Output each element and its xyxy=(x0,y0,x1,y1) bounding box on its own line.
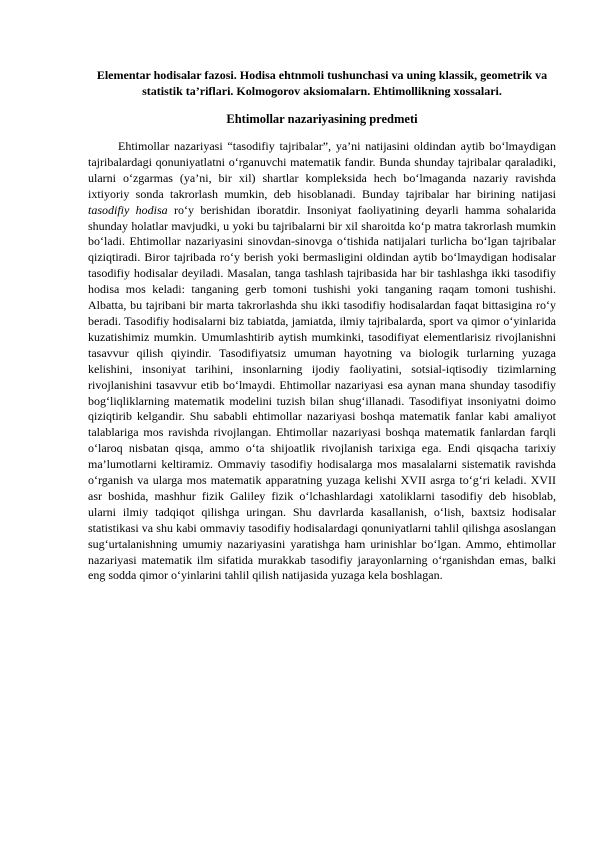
document-page xyxy=(88,68,556,584)
paragraph-text-part1: Ehtimollar nazariyasi “tasodifiy tajribalar”, ya’ni natijasini oldindan aytib bo‘lmaydigan tajribalardagi qonuniyatlatni o‘rganuvchi matematik fandir. Bunda shunday tajribalar qaraladiki, ularni o‘zgarmas (ya’ni, bir xil) shartlar kompleksida hech bo‘lmaganda nazariy ravishda ixtiyoriy sonda takrorlash mumkin, deb hisoblanadi. Bunday tajribalar har birining natijasi xyxy=(88,139,556,201)
document-title: Elementar hodisalar fazosi. Hodisa ehtnmoli tushunchasi va uning klassik, geometrik va statistik ta’riflari. Kolmogorov aksiomalarn. Ehtimollikning xossalari. xyxy=(96,68,548,98)
section-heading: Ehtimollar nazariyasining predmeti xyxy=(226,112,418,126)
paragraph-text-part2: ro‘y berishidan iboratdir. Insoniyat faoliyatining deyarli hamma sohalarida shunday holatlar mavjudki, u yoki bu tajribalarni bir xil sharoitda ko‘p matra takrorlash mumkin bo‘ladi. Ehtimollar nazariyasini sinovdan-sinovga o‘tishida natijalari turlicha bo‘lgan tajribalar qiziqtiradi. Biror tajribada ro‘y berish yoki bermasligini oldindan aytib bo‘lmaydigan hodisalar tasodifiy hodisalar deyiladi. Masalan, tanga tashlash tajribasida har bir tashlashga ikki tasodifiy hodisa mos keladi: tanganing gerb tomoni tushishi yoki tanganing raqam tomoni tushishi. Albatta, bu tajribani bir marta takrorlashda shu ikki tasodifiy hodisalardan faqat bittasigina ro‘y beradi. Tasodifiy hodisalarni biz tabiatda, jamiatda, ilmiy tajribalarda, sport va qimor o‘yinlarida kuzatishimiz mumkin. Umumlashtirib aytish mumkinki, tasodifiyat elementlarisiz rivojlanishni tasavvur qilish qiyindir. Tasodifiyatsiz umuman hayotning va biologik turlarning yuzaga kelishini, insoniyat tarihini, insonlarning ijodiy faoliyatini, sotsial-iqtisodiy tizimlarning rivojlanishini tasavvur etib bo‘lmaydi. Ehtimollar nazariyasi esa aynan mana shunday tasodifiy bog‘liqliklarning matematik modelini tuzish bilan shug‘illanadi. Tasodifiyat insoniyatni doimo qiziqtirib kelgandir. Shu sababli ehtimollar nazariyasi boshqa matematik fanlar kabi amaliyot talablariga mos ravishda rivojlangan. Ehtimollar nazariyasi boshqa matematik fanlardan farqli o‘laroq nisbatan qisqa, ammo o‘ta shijoatlik rivojlanish tarixiga ega. Endi qisqacha tarixiy ma’lumotlarni keltiramiz. Ommaviy tasodifiy hodisalarga mos masalalarni sistematik ravishda o‘rganish va ularga mos matematik apparatning yuzaga kelishi XVII asrga to‘g‘ri keladi. XVII asr boshida, mashhur fizik Galiley fizik o‘lchashlardagi xatoliklarni tasodifiy deb hisoblab, ularni ilmiy tadqiqot qilishga uringan. Shu davrlarda kasallanish, o‘lish, baxtsiz hodisalar statistikasi va shu kabi ommaviy tasodifiy hodisalardagi qonuniyatlarni tahlil qilishga asoslangan sug‘urtalanishning umumiy nazariyasini yaratishga ham urinishlar bo‘lgan. Ammo, ehtimollar nazariyasi matematik ilm sifatida murakkab tasodifiy jarayonlarning o‘rganishdan emas, balki eng sodda qimor o‘yinlarini tahlil qilish natijasida yuzaga kela boshlagan. xyxy=(88,202,556,583)
italic-term: tasodifiy hodisa xyxy=(88,202,168,217)
body-paragraph xyxy=(88,139,556,584)
